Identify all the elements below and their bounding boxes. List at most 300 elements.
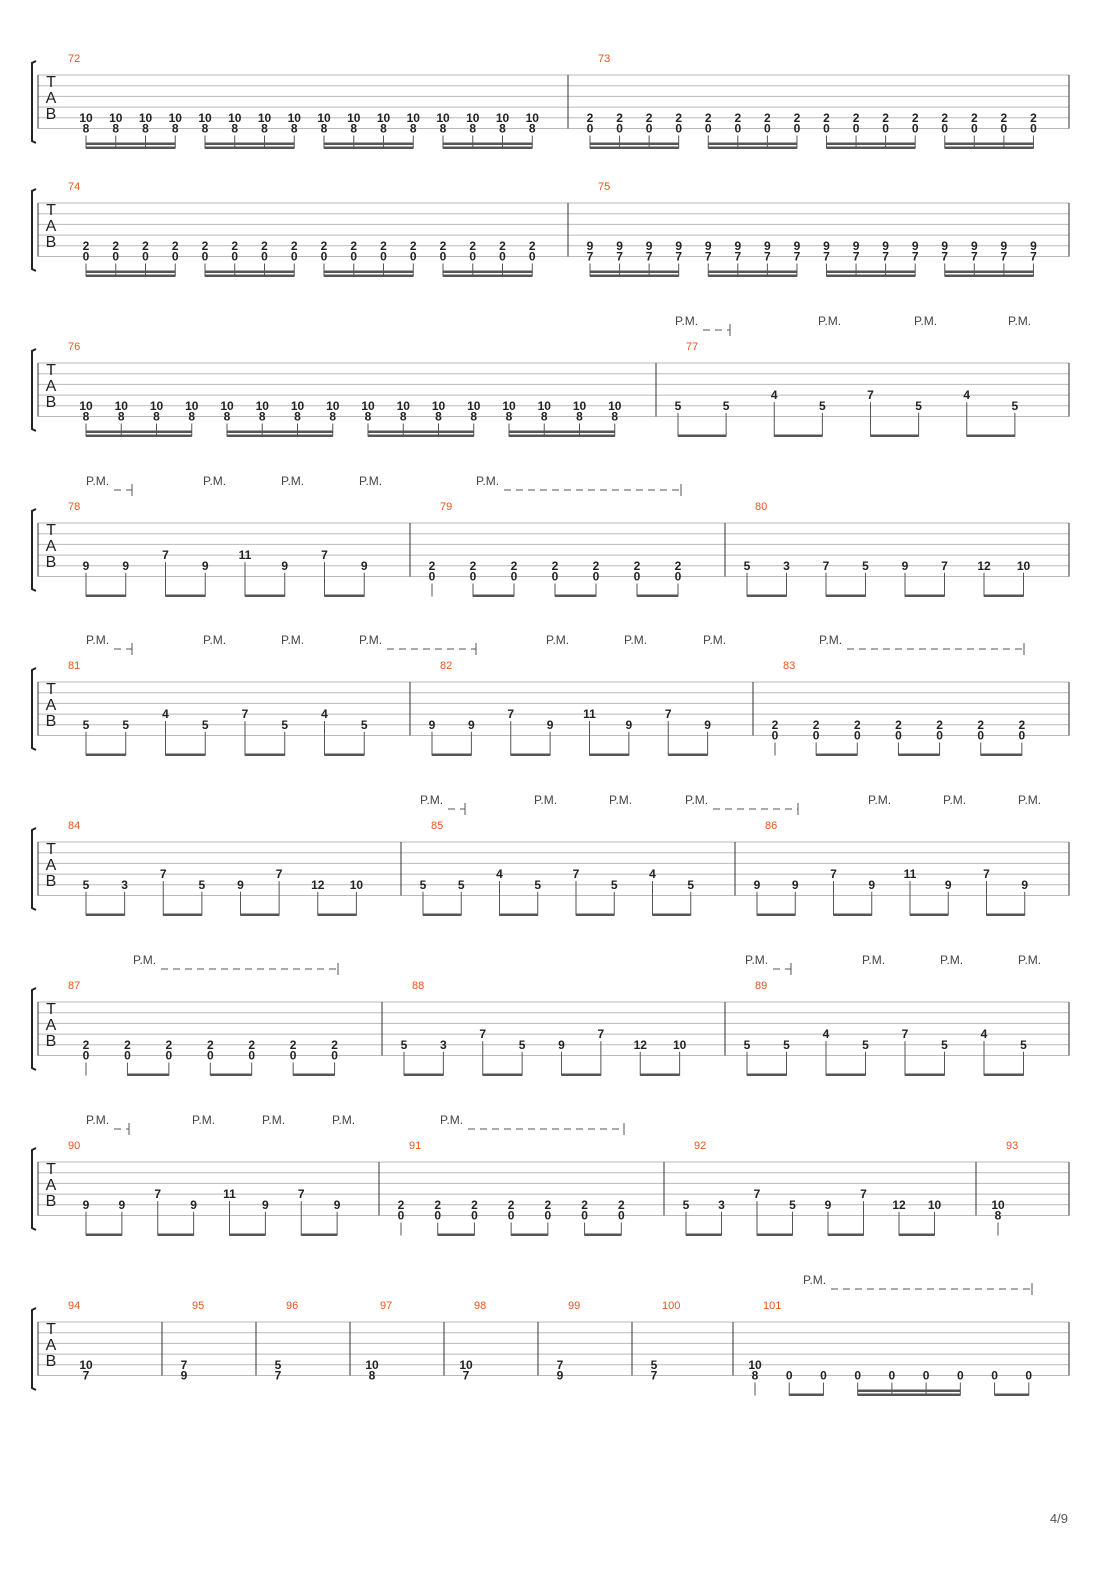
note-beam — [230, 1234, 266, 1237]
fret-number: 0 — [734, 121, 742, 136]
system-bracket — [32, 1148, 36, 1230]
fret-number: 2 — [704, 110, 712, 125]
measure-number: 80 — [755, 501, 768, 513]
note-beam — [708, 147, 797, 150]
fret-number: 8 — [223, 409, 231, 424]
fret-number: 7 — [586, 249, 594, 264]
fret-number: 2 — [895, 717, 902, 732]
fret-number: 7 — [275, 867, 283, 882]
fret-number: 9 — [190, 1197, 197, 1212]
tab-clef-letter: A — [45, 218, 57, 235]
fret-number: 7 — [867, 388, 874, 403]
note-beam — [163, 914, 202, 917]
measure-number: 93 — [1006, 1140, 1019, 1152]
fret-number: 2 — [771, 717, 779, 732]
fret-number: 10 — [495, 110, 510, 125]
fret-number: 0 — [852, 121, 860, 136]
note-beam — [555, 595, 596, 598]
palm-mute-label: P.M. — [203, 633, 227, 647]
note-beam — [227, 435, 333, 438]
fret-number: 8 — [294, 409, 301, 424]
fret-number: 2 — [674, 558, 682, 573]
fret-number: 2 — [734, 110, 742, 125]
fret-number: 9 — [1030, 238, 1037, 253]
fret-number: 5 — [360, 717, 368, 732]
measure-number: 74 — [68, 181, 81, 193]
measure-number: 72 — [68, 53, 81, 65]
fret-number: 10 — [572, 398, 587, 413]
fret-number: 3 — [718, 1197, 725, 1212]
fret-number: 9 — [625, 717, 633, 732]
fret-number: 0 — [82, 1048, 90, 1063]
measure-number: 90 — [68, 1140, 81, 1152]
fret-number: 10 — [406, 110, 420, 125]
fret-number: 9 — [468, 717, 475, 732]
fret-number: 10 — [537, 398, 551, 413]
note-beam — [86, 914, 125, 917]
fret-number: 5 — [941, 1037, 948, 1052]
tab-clef-letter: A — [45, 697, 57, 714]
fret-number: 2 — [165, 1037, 173, 1052]
fret-number: 2 — [428, 558, 436, 573]
fret-number: 8 — [364, 409, 372, 424]
tab-clef-letter: B — [45, 106, 57, 123]
fret-number: 0 — [1000, 121, 1008, 136]
palm-mute-label: P.M. — [1018, 793, 1042, 807]
note-beam — [166, 754, 206, 757]
fret-number: 5 — [743, 558, 751, 573]
tab-clef-letter: T — [46, 1161, 56, 1178]
fret-number: 8 — [470, 409, 478, 424]
fret-number: 2 — [409, 238, 417, 253]
measure-number: 87 — [68, 980, 81, 992]
fret-number: 10 — [525, 110, 539, 125]
fret-number: 9 — [764, 238, 771, 253]
fret-number: 7 — [154, 1187, 162, 1202]
fret-number: 2 — [544, 1197, 552, 1212]
fret-number: 0 — [397, 1208, 405, 1223]
fret-number: 10 — [672, 1037, 687, 1052]
fret-number: 7 — [180, 1357, 188, 1372]
fret-number: 5 — [198, 877, 206, 892]
fret-number: 5 — [789, 1197, 796, 1212]
tab-clef-letter: A — [45, 378, 57, 395]
fret-number: 2 — [586, 110, 594, 125]
fret-number: 8 — [171, 121, 179, 136]
fret-number: 9 — [882, 238, 889, 253]
fret-number: 10 — [431, 398, 446, 413]
tab-clef-letter: B — [45, 394, 57, 411]
fret-number: 2 — [320, 238, 328, 253]
fret-number: 9 — [734, 238, 742, 253]
fret-number: 0 — [499, 249, 506, 264]
tab-clef-letter: T — [46, 681, 56, 698]
fret-number: 2 — [397, 1197, 405, 1212]
tab-clef-letter: T — [46, 1321, 56, 1338]
fret-number: 0 — [936, 728, 943, 743]
fret-number: 2 — [439, 238, 447, 253]
fret-number: 8 — [231, 121, 239, 136]
fret-number: 2 — [248, 1037, 256, 1052]
fret-number: 9 — [791, 877, 799, 892]
note-beam — [324, 147, 413, 150]
note-beam — [318, 914, 357, 917]
fret-number: 0 — [469, 249, 477, 264]
fret-number: 9 — [911, 238, 919, 253]
fret-number: 7 — [911, 249, 919, 264]
note-beam — [205, 147, 294, 150]
fret-number: 10 — [459, 1357, 473, 1372]
fret-number: 0 — [911, 121, 919, 136]
fret-number: 7 — [274, 1368, 282, 1383]
palm-mute-label: P.M. — [685, 793, 709, 807]
fret-number: 2 — [201, 238, 209, 253]
note-beam — [945, 275, 1034, 278]
fret-number: 0 — [82, 249, 90, 264]
fret-number: 2 — [1000, 110, 1008, 125]
note-beam — [325, 595, 365, 598]
fret-number: 0 — [941, 121, 949, 136]
note-beam — [858, 1394, 961, 1397]
tab-clef-letter: A — [45, 857, 57, 874]
fret-number: 4 — [321, 707, 328, 722]
fret-number: 4 — [162, 707, 169, 722]
tab-clef-letter: B — [45, 1193, 57, 1210]
palm-mute-label: P.M. — [262, 1113, 286, 1127]
system-bracket — [32, 668, 36, 750]
fret-number: 3 — [783, 558, 790, 573]
tab-clef-letter: T — [46, 74, 56, 91]
note-beam — [404, 1074, 443, 1077]
note-beam — [205, 275, 294, 278]
note-beam — [324, 143, 413, 146]
system-bracket — [32, 61, 36, 143]
fret-number: 8 — [320, 121, 328, 136]
fret-number: 5 — [419, 877, 427, 892]
palm-mute-label: P.M. — [1018, 953, 1042, 967]
fret-number: 0 — [469, 569, 477, 584]
fret-number: 0 — [675, 121, 683, 136]
note-beam — [708, 275, 797, 278]
fret-number: 0 — [617, 1208, 625, 1223]
fret-number: 7 — [650, 1368, 658, 1383]
measure-number: 81 — [68, 660, 81, 672]
fret-number: 8 — [261, 121, 268, 136]
note-beam — [86, 143, 175, 146]
fret-number: 0 — [853, 728, 861, 743]
tab-clef-letter: B — [45, 234, 57, 251]
page-number: 4/9 — [1049, 1511, 1068, 1526]
fret-number: 8 — [142, 121, 149, 136]
tab-clef-letter: T — [46, 1001, 56, 1018]
note-beam — [293, 1074, 334, 1077]
fret-number: 7 — [572, 867, 580, 882]
tab-clef-letter: B — [45, 1353, 57, 1370]
fret-number: 0 — [764, 121, 771, 136]
measure-number: 99 — [568, 1300, 581, 1312]
tab-clef-letter: B — [45, 873, 57, 890]
note-beam — [86, 275, 175, 278]
note-beam — [686, 1234, 722, 1237]
note-beam — [483, 1074, 522, 1077]
measure-number: 73 — [598, 53, 611, 65]
note-beam — [828, 1234, 864, 1237]
system-bracket — [32, 828, 36, 910]
fret-number: 2 — [350, 238, 358, 253]
fret-number: 8 — [435, 409, 442, 424]
note-beam — [86, 595, 126, 598]
fret-number: 0 — [248, 1048, 256, 1063]
note-beam — [995, 1394, 1029, 1397]
fret-number: 5 — [862, 558, 869, 573]
measure-number: 79 — [440, 501, 453, 513]
note-beam — [432, 754, 471, 757]
fret-number: 10 — [349, 877, 364, 892]
fret-number: 7 — [82, 1368, 90, 1383]
fret-number: 7 — [616, 249, 623, 264]
fret-number: 0 — [409, 249, 417, 264]
fret-number: 2 — [469, 558, 477, 573]
fret-number: 10 — [287, 110, 301, 125]
note-beam — [590, 143, 679, 146]
fret-number: 2 — [82, 238, 90, 253]
fret-number: 7 — [556, 1357, 564, 1372]
palm-mute-label: P.M. — [332, 1113, 356, 1127]
fret-number: 2 — [231, 238, 239, 253]
fret-number: 5 — [650, 1357, 658, 1372]
note-beam — [86, 147, 175, 150]
fret-number: 2 — [507, 1197, 515, 1212]
fret-number: 0 — [785, 1368, 793, 1383]
fret-number: 0 — [112, 249, 120, 264]
fret-number: 5 — [82, 717, 90, 732]
fret-number: 5 — [743, 1037, 751, 1052]
note-beam — [826, 1074, 866, 1077]
fret-number: 0 — [970, 121, 978, 136]
fret-number: 10 — [228, 110, 242, 125]
tab-clef-letter: A — [45, 538, 57, 555]
fret-number: 7 — [901, 1027, 909, 1042]
fret-number: 10 — [79, 110, 93, 125]
fret-number: 0 — [350, 249, 358, 264]
fret-number: 8 — [505, 409, 513, 424]
note-beam — [899, 1234, 935, 1237]
fret-number: 2 — [1030, 110, 1037, 125]
fret-number: 7 — [830, 867, 837, 882]
fret-number: 0 — [793, 121, 801, 136]
fret-number: 7 — [241, 707, 249, 722]
note-beam — [905, 595, 945, 598]
fret-number: 7 — [983, 867, 990, 882]
note-beam — [668, 754, 707, 757]
measure-number: 83 — [783, 660, 796, 672]
fret-number: 2 — [882, 110, 889, 125]
note-beam — [86, 435, 192, 438]
system-bracket — [32, 1308, 36, 1390]
note-beam — [86, 271, 175, 274]
fret-number: 0 — [633, 569, 641, 584]
fret-number: 9 — [704, 238, 712, 253]
note-beam — [858, 1390, 961, 1393]
note-beam — [789, 1394, 823, 1397]
fret-number: 0 — [581, 1208, 588, 1223]
tab-clef-letter: T — [46, 202, 56, 219]
fret-number: 0 — [888, 1368, 896, 1383]
palm-mute-label: P.M. — [420, 793, 444, 807]
note-beam — [827, 275, 916, 278]
fret-number: 7 — [507, 707, 515, 722]
note-beam — [443, 275, 532, 278]
fret-number: 10 — [317, 110, 331, 125]
note-beam — [910, 914, 948, 917]
note-beam — [324, 275, 413, 278]
fret-number: 2 — [970, 110, 978, 125]
fret-number: 11 — [903, 867, 917, 882]
fret-number: 9 — [1021, 877, 1029, 892]
note-beam — [576, 914, 614, 917]
tab-clef-letter: A — [45, 90, 57, 107]
palm-mute-label: P.M. — [745, 953, 769, 967]
palm-mute-label: P.M. — [624, 633, 648, 647]
fret-number: 9 — [118, 1197, 126, 1212]
fret-number: 12 — [633, 1037, 647, 1052]
measure-number: 100 — [662, 1300, 681, 1312]
measure-number: 84 — [68, 820, 81, 832]
fret-number: 4 — [822, 1027, 830, 1042]
fret-number: 9 — [201, 558, 209, 573]
fret-number: 0 — [956, 1368, 964, 1383]
fret-number: 5 — [610, 877, 618, 892]
fret-number: 0 — [171, 249, 179, 264]
measure-number: 77 — [686, 341, 699, 353]
fret-number: 2 — [581, 1197, 588, 1212]
tab-clef-letter: B — [45, 554, 57, 571]
fret-number: 8 — [82, 409, 90, 424]
fret-number: 2 — [592, 558, 600, 573]
palm-mute-label: P.M. — [703, 633, 727, 647]
fret-number: 10 — [168, 110, 182, 125]
fret-number: 2 — [852, 110, 860, 125]
palm-mute-label: P.M. — [359, 633, 383, 647]
tab-clef-letter: T — [46, 522, 56, 539]
note-beam — [984, 595, 1024, 598]
note-beam — [774, 435, 822, 438]
fret-number: 2 — [977, 717, 985, 732]
note-beam — [637, 595, 678, 598]
fret-number: 12 — [892, 1197, 906, 1212]
fret-number: 0 — [922, 1368, 930, 1383]
fret-number: 5 — [722, 398, 730, 413]
fret-number: 8 — [751, 1368, 759, 1383]
fret-number: 10 — [138, 110, 153, 125]
fret-number: 10 — [365, 1357, 379, 1372]
fret-number: 9 — [262, 1197, 269, 1212]
fret-number: 9 — [586, 238, 594, 253]
fret-number: 0 — [882, 121, 889, 136]
fret-number: 10 — [376, 110, 391, 125]
fret-number: 8 — [117, 409, 125, 424]
measure-number: 91 — [409, 1140, 422, 1152]
fret-number: 0 — [507, 1208, 515, 1223]
fret-number: 10 — [347, 110, 361, 125]
fret-number: 9 — [122, 558, 130, 573]
fret-number: 4 — [963, 388, 971, 403]
measure-number: 88 — [412, 980, 425, 992]
measure-number: 85 — [431, 820, 444, 832]
fret-number: 0 — [771, 728, 779, 743]
fret-number: 10 — [466, 110, 480, 125]
fret-number: 8 — [540, 409, 548, 424]
fret-number: 9 — [333, 1197, 341, 1212]
fret-number: 10 — [927, 1197, 942, 1212]
measure-number: 95 — [192, 1300, 205, 1312]
palm-mute-label: P.M. — [675, 314, 699, 328]
fret-number: 3 — [440, 1037, 447, 1052]
fret-number: 2 — [911, 110, 919, 125]
fret-number: 4 — [649, 867, 656, 882]
measure-number: 92 — [694, 1140, 707, 1152]
fret-number: 5 — [783, 1037, 790, 1052]
palm-mute-label: P.M. — [609, 793, 633, 807]
note-beam — [443, 143, 532, 146]
fret-number: 2 — [793, 110, 801, 125]
fret-number: 11 — [223, 1187, 236, 1202]
fret-number: 0 — [645, 121, 653, 136]
note-beam — [500, 914, 538, 917]
fret-number: 0 — [290, 249, 298, 264]
fret-number: 2 — [528, 238, 536, 253]
fret-number: 9 — [823, 238, 830, 253]
note-beam — [747, 1074, 787, 1077]
note-beam — [86, 754, 126, 757]
note-beam — [708, 143, 797, 146]
palm-mute-label: P.M. — [281, 633, 305, 647]
fret-number: 7 — [860, 1187, 867, 1202]
fret-number: 2 — [499, 238, 506, 253]
fret-number: 9 — [645, 238, 653, 253]
fret-number: 0 — [895, 728, 902, 743]
fret-number: 4 — [980, 1027, 988, 1042]
fret-number: 9 — [556, 1368, 564, 1383]
fret-number: 0 — [823, 121, 830, 136]
fret-number: 10 — [114, 398, 128, 413]
fret-number: 2 — [764, 110, 771, 125]
tab-clef-letter: A — [45, 1177, 57, 1194]
fret-number: 0 — [142, 249, 149, 264]
note-beam — [325, 754, 365, 757]
fret-number: 5 — [687, 877, 695, 892]
measure-number: 94 — [68, 1300, 81, 1312]
fret-number: 8 — [82, 121, 90, 136]
fret-number: 5 — [862, 1037, 869, 1052]
fret-number: 9 — [558, 1037, 565, 1052]
note-beam — [205, 143, 294, 146]
fret-number: 2 — [331, 1037, 338, 1052]
note-beam — [443, 147, 532, 150]
system-bracket — [32, 349, 36, 431]
tab-clef-letter: A — [45, 1017, 57, 1034]
palm-mute-label: P.M. — [203, 474, 227, 488]
measure-number: 97 — [380, 1300, 393, 1312]
fret-number: 9 — [428, 717, 436, 732]
fret-number: 2 — [261, 238, 268, 253]
fret-number: 9 — [824, 1197, 832, 1212]
note-beam — [368, 431, 474, 434]
fret-number: 2 — [853, 717, 861, 732]
fret-number: 10 — [220, 398, 234, 413]
fret-number: 2 — [645, 110, 653, 125]
note-beam — [757, 1234, 793, 1237]
